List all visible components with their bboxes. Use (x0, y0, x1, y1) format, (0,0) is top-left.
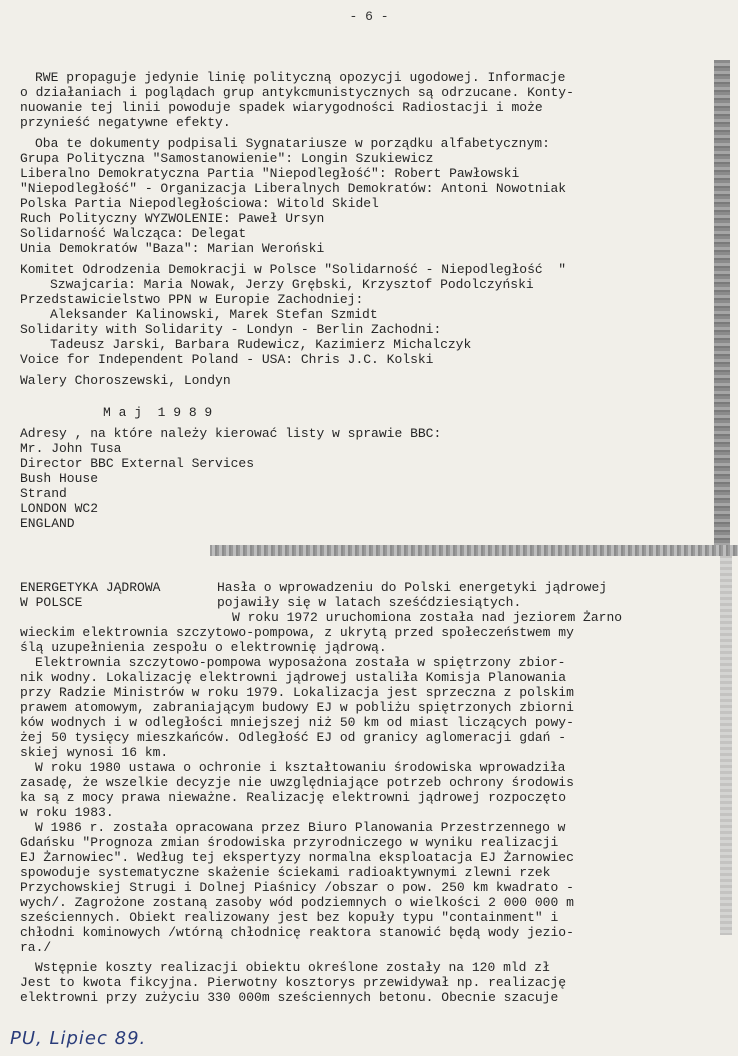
text-line: Wstępnie koszty realizacji obiektu określone zostały na 120 mld zł (35, 960, 550, 975)
text-line: Tadeusz Jarski, Barbara Rudewicz, Kazimierz Michalczyk (50, 337, 472, 352)
text-line: Voice for Independent Poland - USA: Chris J.C. Kolski (20, 352, 434, 367)
text-line: ra./ (20, 940, 52, 955)
text-line: Elektrownia szczytowo-pompowa wyposażona została w spiętrzony zbior- (35, 655, 566, 670)
text-line: Hasła o wprowadzeniu do Polski energetyki jądrowej (217, 580, 608, 595)
text-line: LONDON WC2 (20, 501, 99, 516)
text-line: Przychowskiej Strugi i Dolnej Piaśnicy /obszar o pow. 250 km kwadrato - (20, 880, 574, 895)
text-line: Jest to kwota fikcyjna. Pierwotny kosztorys przewidywał np. realizację (20, 975, 567, 990)
text-line: zasadę, że wszelkie decyzje nie uwzględniające potrzeb ochrony środowis (20, 775, 574, 790)
text-line: W 1986 r. została opracowana przez Biuro Planowania Przestrzennego w (35, 820, 566, 835)
margin-scan-stripe-lower (720, 555, 732, 935)
text-line: ENERGETYKA JĄDROWA (20, 580, 161, 595)
section-divider (210, 545, 738, 556)
text-line: Polska Partia Niepodległościowa: Witold Skidel (20, 196, 379, 211)
text-line: Aleksander Kalinowski, Marek Stefan Szmidt (50, 307, 378, 322)
text-line: Oba te dokumenty podpisali Sygnatariusze w porządku alfabetycznym: (35, 136, 550, 151)
text-line: prawem atomowym, zabraniającym budowy EJ w pobliżu spiętrzonych zbiorni (20, 700, 574, 715)
text-line: Gdańsku "Prognoza zmian środowiska przyrodniczego w wyniku realizacji (20, 835, 559, 850)
text-line: skiej wynosi 16 km. (20, 745, 169, 760)
text-line: Walery Choroszewski, Londyn (20, 373, 231, 388)
text-line: chłodni kominowych /wtórną chłodnicę reaktora stanowić będą wody jezio- (20, 925, 574, 940)
text-line: Solidarność Walcząca: Delegat (20, 226, 247, 241)
text-line: W roku 1972 uruchomiona została nad jeziorem Żarno (232, 610, 623, 625)
text-line: ków wodnych i w odległości mniejszej niż 50 km od miast liczących powy- (20, 715, 574, 730)
text-line: W roku 1980 ustawa o ochronie i kształtowaniu środowiska wprowadziła (35, 760, 566, 775)
page-number: - 6 - (349, 9, 389, 24)
text-line: wych/. Zagrożone zostaną zasoby wód podziemnych o wielkości 2 000 000 m (20, 895, 574, 910)
text-line: wieckim elektrownia szczytowo-pompowa, z ukrytą przed społeczeństwem my (20, 625, 574, 640)
text-line: Przedstawicielstwo PPN w Europie Zachodniej: (20, 292, 364, 307)
text-line: elektrowni przy zużyciu 330 000m sześciennych betonu. Obecnie szacuje (20, 990, 559, 1005)
text-line: M a j 1 9 8 9 (103, 405, 213, 420)
text-line: przynieść negatywne efekty. (20, 115, 231, 130)
text-line: Unia Demokratów "Baza": Marian Weroński (20, 241, 325, 256)
text-line: EJ Żarnowiec". Według tej ekspertyzy normalna eksploatacja EJ Żarnowiec (20, 850, 574, 865)
text-line: Mr. John Tusa (20, 441, 122, 456)
text-line: Adresy , na które należy kierować listy w sprawie BBC: (20, 426, 442, 441)
handwritten-note: PU, Lipiec 89. (10, 1028, 147, 1049)
text-line: żej 50 tysięcy mieszkańców. Odległość EJ od granicy aglomeracji gdań - (20, 730, 567, 745)
text-line: przy Radzie Ministrów w roku 1979. Lokalizacja jest sprzeczna z polskim (20, 685, 574, 700)
text-line: "Niepodległość" - Organizacja Liberalnych Demokratów: Antoni Nowotniak (20, 181, 567, 196)
text-line: Ruch Polityczny WYZWOLENIE: Paweł Ursyn (20, 211, 325, 226)
text-line: ślą uzupełnienia zespołu o elektrownię jądrową. (20, 640, 387, 655)
text-line: spowoduje systematyczne skażenie ściekami radioaktywnymi zlewni rzek (20, 865, 551, 880)
text-line: sześciennych. Obiekt realizowany jest bez kopuły typu "containment" i (20, 910, 559, 925)
text-line: pojawiły się w latach sześćdziesiątych. (217, 595, 522, 610)
text-line: Strand (20, 486, 67, 501)
text-line: ENGLAND (20, 516, 75, 531)
text-line: Solidarity with Solidarity - Londyn - Berlin Zachodni: (20, 322, 442, 337)
text-line: nik wodny. Lokalizację elektrowni jądrowej ustaliła Komisja Planowania (20, 670, 567, 685)
margin-scan-stripe (714, 60, 730, 555)
text-line: RWE propaguje jedynie linię polityczną opozycji ugodowej. Informacje (35, 70, 566, 85)
text-line: Grupa Polityczna "Samostanowienie": Longin Szukiewicz (20, 151, 434, 166)
text-line: Komitet Odrodzenia Demokracji w Polsce "Solidarność - Niepodległość " (20, 262, 567, 277)
text-line: ka są z mocy prawa nieważne. Realizację elektrowni jądrowej rozpoczęto (20, 790, 567, 805)
text-line: o działaniach i poglądach grup antykcmunistycznych są odrzucane. Konty- (20, 85, 574, 100)
text-line: Liberalno Demokratyczna Partia "Niepodległość": Robert Pawłowski (20, 166, 520, 181)
text-line: w roku 1983. (20, 805, 114, 820)
text-line: nuowanie tej linii powoduje spadek wiarygodności Radiostacji i może (20, 100, 543, 115)
text-line: Director BBC External Services (20, 456, 255, 471)
text-line: Szwajcaria: Maria Nowak, Jerzy Grębski, Krzysztof Podolczyński (50, 277, 534, 292)
text-line: Bush House (20, 471, 99, 486)
text-line: W POLSCE (20, 595, 83, 610)
